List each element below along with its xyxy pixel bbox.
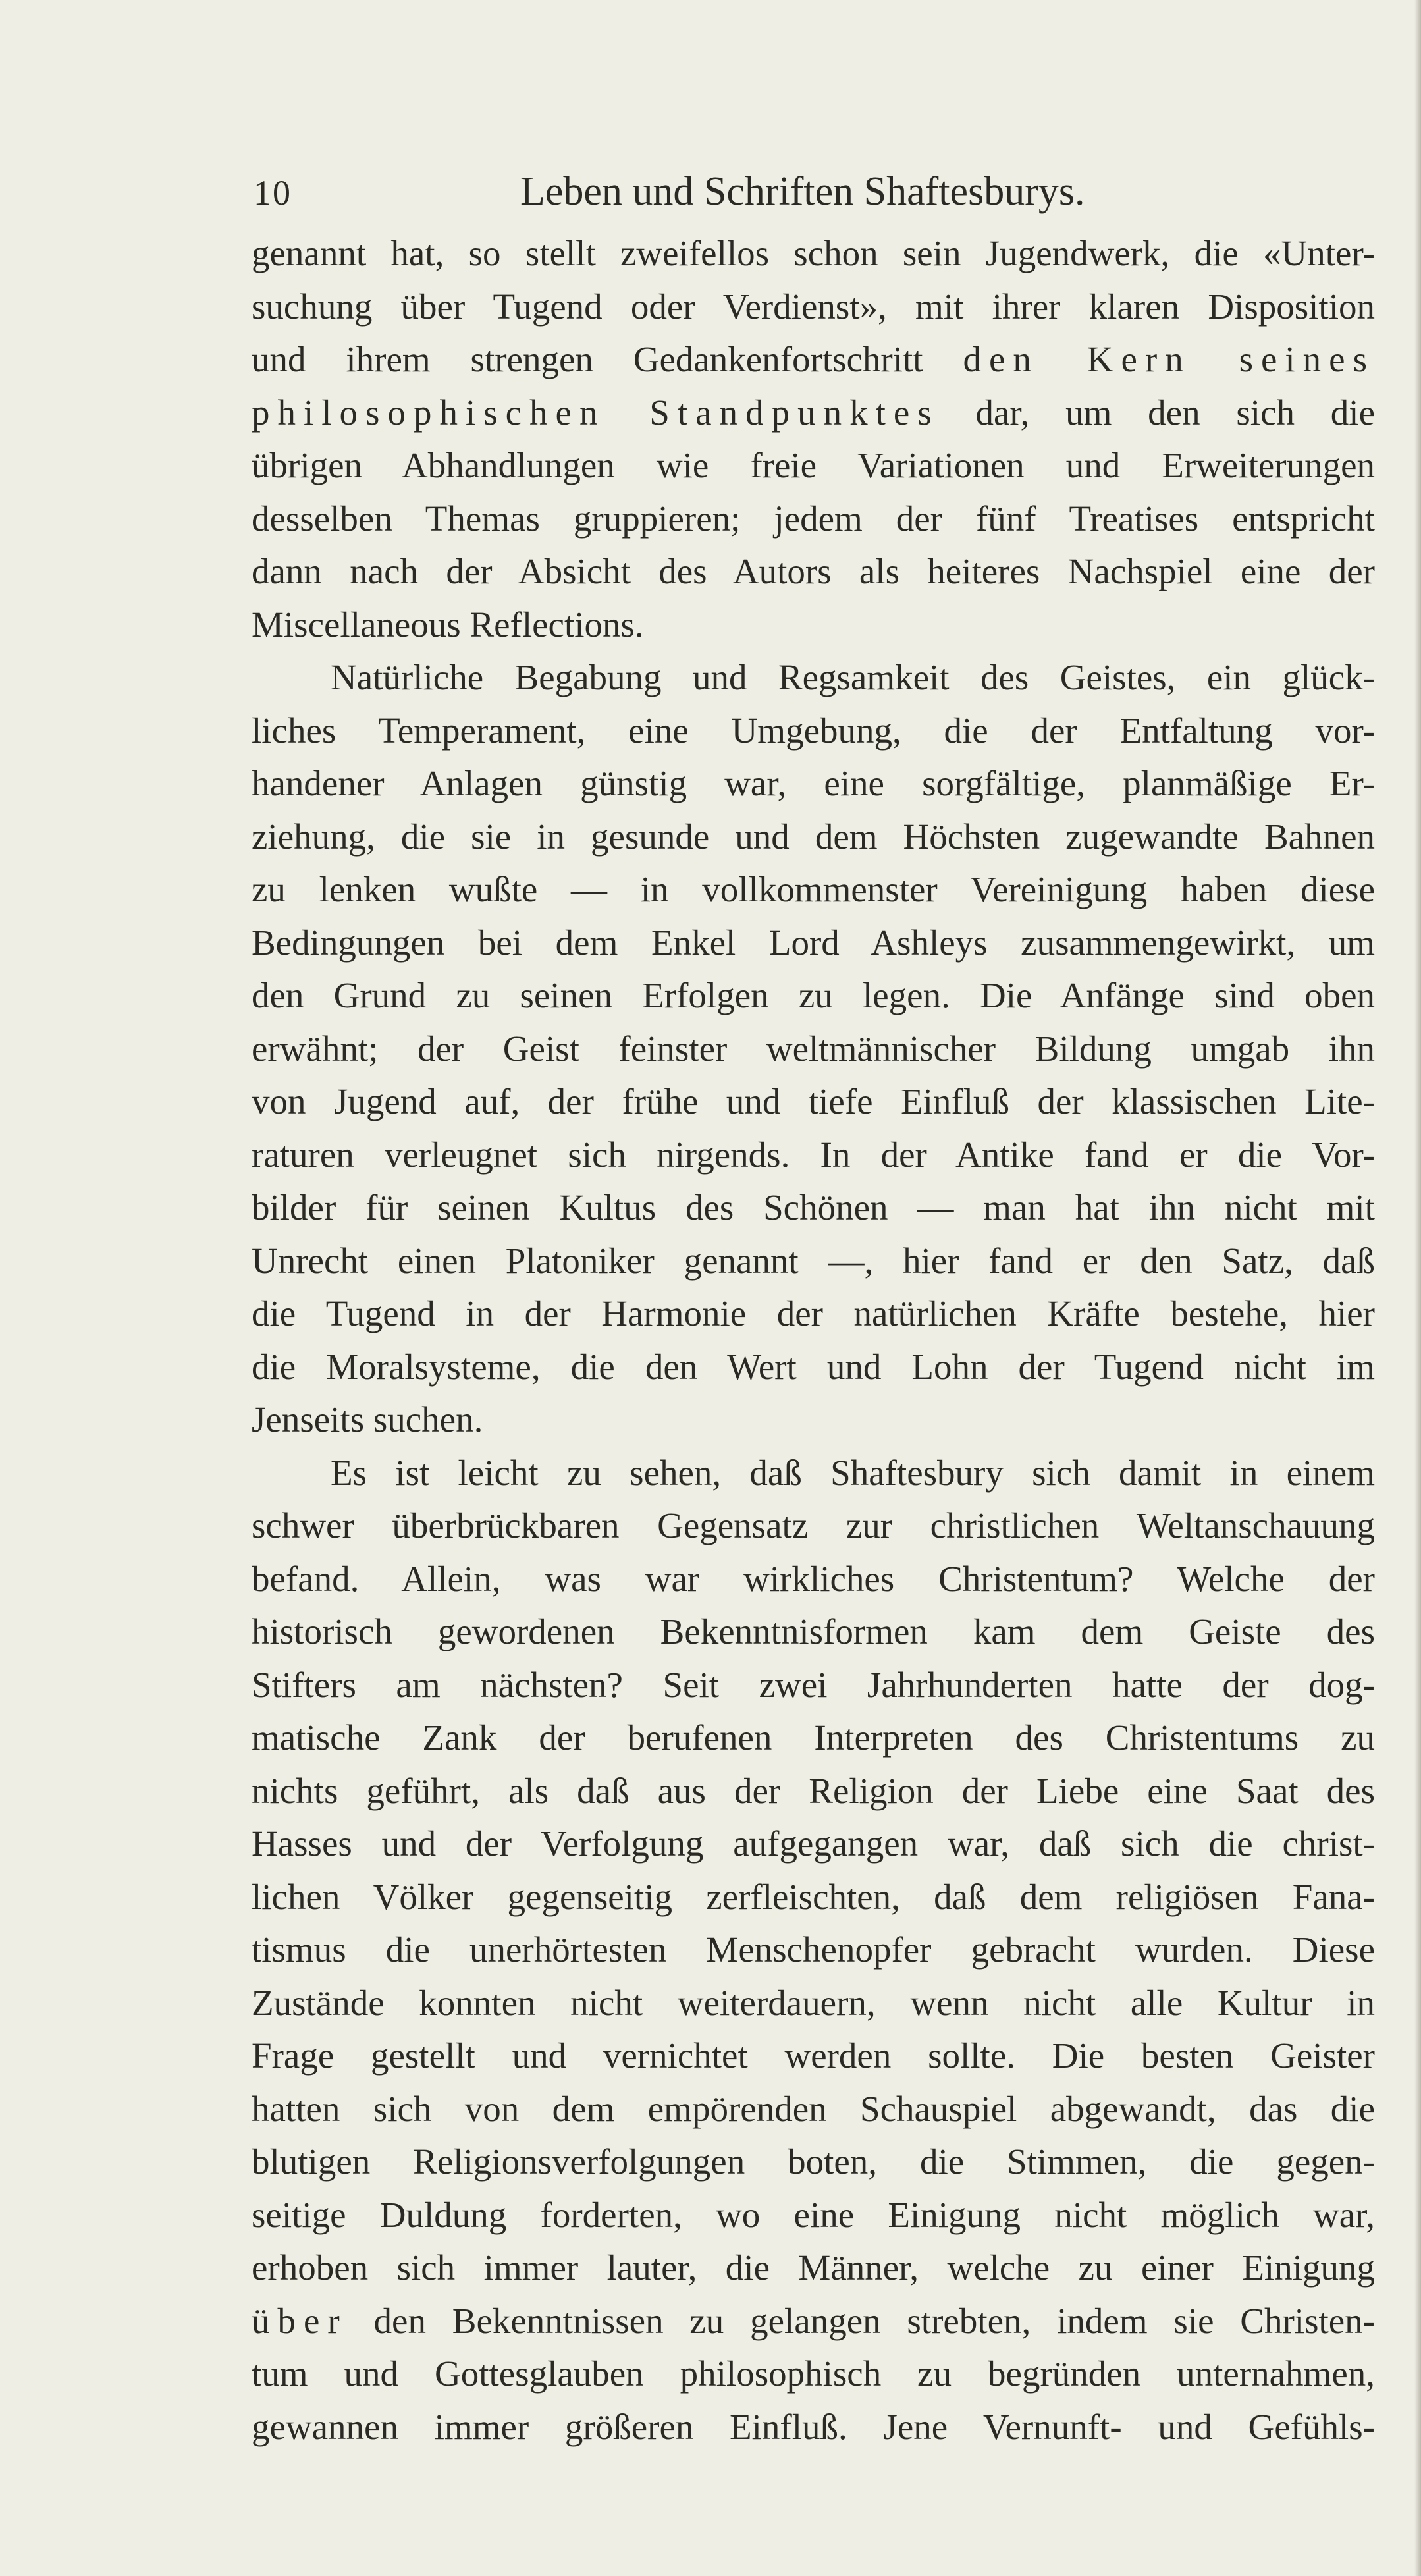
text-segment: bilder für seinen Kultus des Schönen — man hat ihn nicht mit: [252, 1187, 1375, 1227]
text-line: [252, 1235, 1375, 1288]
text-segment: Jenseits suchen.: [252, 1399, 483, 1439]
text-segment: ziehung, die sie in gesunde und dem Höchsten zugewandte Bahnen: [252, 816, 1375, 857]
text-line: [252, 1181, 1375, 1235]
text-segment: die Tugend in der Harmonie der natürlichen Kräfte bestehe, hier: [252, 1293, 1375, 1333]
text-line: [252, 545, 1375, 599]
text-line: [252, 1659, 1375, 1712]
text-line: [252, 1977, 1375, 2030]
text-segment: und ihrem strengen Gedankenfortschritt: [252, 339, 963, 379]
text-line: [252, 493, 1375, 546]
text-line: [252, 333, 1375, 387]
text-segment: raturen verleugnet sich nirgends. In der Antike fand er die Vor-: [252, 1134, 1375, 1175]
text-line: [252, 2401, 1375, 2454]
text-segment: historisch gewordenen Bekenntnisformen kam dem Geiste des: [252, 1611, 1375, 1651]
text-segment: erwähnt; der Geist feinster weltmännischer Bildung umgab ihn: [252, 1028, 1375, 1069]
text-line: [252, 2135, 1375, 2189]
text-segment: handener Anlagen günstig war, eine sorgfältige, planmäßige Er-: [252, 763, 1375, 803]
text-segment: lichen Völker gegenseitig zerfleischten, daß dem religiösen Fana-: [252, 1876, 1375, 1917]
text-segment: den Grund zu seinen Erfolgen zu legen. Die Anfänge sind oben: [252, 975, 1375, 1015]
text-line: [252, 1129, 1375, 1182]
text-line: [252, 1711, 1375, 1765]
text-line: [252, 599, 1375, 652]
text-segment: dann nach der Absicht des Autors als heiteres Nachspiel eine der: [252, 551, 1375, 591]
text-line: [252, 387, 1375, 440]
text-line: [252, 863, 1375, 917]
text-line: [252, 1075, 1375, 1129]
text-segment: Zustände konnten nicht weiterdauern, wenn nicht alle Kultur in: [252, 1982, 1375, 2023]
text-segment: schwer überbrückbaren Gegensatz zur christlichen Weltanschauung: [252, 1505, 1375, 1545]
text-line: [252, 1393, 1375, 1447]
text-line: [252, 969, 1375, 1023]
text-segment: desselben Themas gruppieren; jedem der fünf Treatises entspricht: [252, 498, 1375, 539]
text-line: [252, 705, 1375, 758]
page-edge-shadow: [1414, 0, 1421, 2576]
spaced-emphasis: den Kern seines: [963, 339, 1375, 379]
text-line: [252, 1023, 1375, 1076]
text-line: [252, 281, 1375, 334]
text-segment: Miscellaneous Reflections.: [252, 604, 644, 645]
body-text: [252, 227, 1375, 2454]
text-line: [252, 1923, 1375, 1977]
text-segment: zu lenken wußte — in vollkommenster Vereinigung haben diese: [252, 869, 1375, 909]
text-segment: Hasses und der Verfolgung aufgegangen war, daß sich die christ-: [252, 1823, 1375, 1864]
text-segment: Es ist leicht zu sehen, daß Shaftesbury sich damit in einem: [331, 1452, 1375, 1493]
text-segment: hatten sich von dem empörenden Schauspiel abgewandt, das die: [252, 2088, 1375, 2129]
text-segment: suchung über Tugend oder Verdienst», mit ihrer klaren Disposition: [252, 286, 1375, 327]
text-segment: tismus die unerhörtesten Menschenopfer gebracht wurden. Diese: [252, 1929, 1375, 1970]
spaced-emphasis: philosophischen Standpunktes: [252, 392, 940, 433]
text-line: [252, 2348, 1375, 2401]
text-line: [252, 1499, 1375, 1553]
text-segment: matische Zank der berufenen Interpreten des Christentums zu: [252, 1717, 1375, 1758]
text-segment: genannt hat, so stellt zweifellos schon sein Jugendwerk, die «Unter-: [252, 233, 1375, 273]
text-segment: Bedingungen bei dem Enkel Lord Ashleys zusammengewirkt, um: [252, 922, 1375, 963]
text-line: [252, 2083, 1375, 2136]
text-segment: dar, um den sich die: [939, 392, 1375, 433]
running-title: Leben und Schriften Shaftesburys.: [520, 169, 1085, 214]
text-segment: liches Temperament, eine Umgebung, die der Entfaltung vor-: [252, 710, 1375, 751]
text-segment: übrigen Abhandlungen wie freie Variationen und Erweiterungen: [252, 445, 1375, 485]
text-line: [252, 227, 1375, 281]
text-line: [252, 1447, 1375, 1500]
text-line: [252, 917, 1375, 970]
text-line: [252, 757, 1375, 811]
text-segment: Natürliche Begabung und Regsamkeit des Geistes, ein glück-: [331, 657, 1375, 697]
spaced-emphasis: über: [252, 2300, 348, 2341]
text-segment: die Moralsysteme, die den Wert und Lohn der Tugend nicht im: [252, 1346, 1375, 1387]
text-line: [252, 1871, 1375, 1924]
text-line: [252, 1553, 1375, 1606]
text-line: [252, 1605, 1375, 1659]
page-number: 10: [254, 173, 292, 213]
text-segment: seitige Duldung forderten, wo eine Einigung nicht möglich war,: [252, 2194, 1375, 2235]
text-line: [252, 439, 1375, 493]
text-line: [252, 2029, 1375, 2083]
text-segment: Stifters am nächsten? Seit zwei Jahrhunderten hatte der dog-: [252, 1664, 1375, 1705]
text-segment: gewannen immer größeren Einfluß. Jene Vernunft- und Gefühls-: [252, 2406, 1375, 2447]
text-line: [252, 2295, 1375, 2348]
text-segment: blutigen Religionsverfolgungen boten, die Stimmen, die gegen-: [252, 2141, 1375, 2182]
text-line: [252, 1287, 1375, 1341]
text-line: [252, 1765, 1375, 1818]
text-line: [252, 1817, 1375, 1871]
text-segment: nichts geführt, als daß aus der Religion der Liebe eine Saat des: [252, 1770, 1375, 1811]
text-line: [252, 2189, 1375, 2242]
text-line: [252, 651, 1375, 705]
text-segment: von Jugend auf, der frühe und tiefe Einfluß der klassischen Lite-: [252, 1081, 1375, 1121]
text-segment: erhoben sich immer lauter, die Männer, welche zu einer Einigung: [252, 2247, 1375, 2288]
text-segment: befand. Allein, was war wirkliches Christentum? Welche der: [252, 1558, 1375, 1599]
text-segment: Frage gestellt und vernichtet werden sollte. Die besten Geister: [252, 2035, 1375, 2076]
text-line: [252, 2241, 1375, 2295]
text-segment: den Bekenntnissen zu gelangen strebten, indem sie Christen-: [347, 2300, 1375, 2341]
text-line: [252, 1341, 1375, 1394]
text-line: [252, 811, 1375, 864]
text-segment: tum und Gottesglauben philosophisch zu begründen unternahmen,: [252, 2353, 1375, 2394]
text-segment: Unrecht einen Platoniker genannt —, hier fand er den Satz, daß: [252, 1240, 1375, 1281]
